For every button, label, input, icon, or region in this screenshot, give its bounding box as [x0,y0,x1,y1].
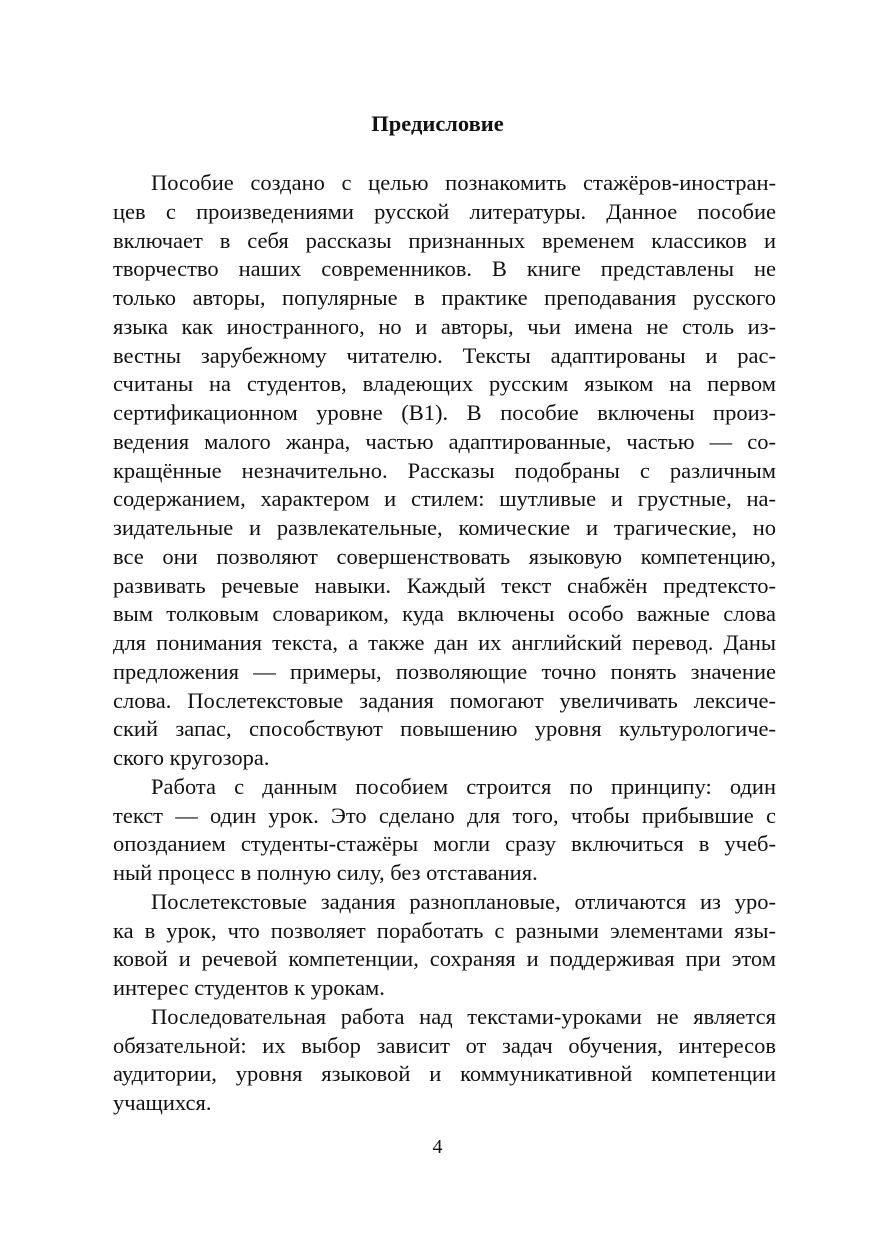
text-line: вестны зарубежному читателю. Тексты адаптированы и рас- [113,343,776,368]
text-line: Пособие создано с целью познакомить стажёров-иностран- [151,170,776,195]
page-title: Предисловие [371,111,504,136]
text-line: текст — один урок. Это сделано для того, чтобы прибывшие с [113,803,776,828]
text-line: обязательной: их выбор зависит от задач обучения, интересов [113,1033,776,1058]
text-line: считаны на студентов, владеющих русским языком на первом [113,371,776,396]
text-line: учащихся. [113,1090,212,1115]
text-line: ка в урок, что позволяет поработать с разными элементами язы- [113,918,776,943]
text-line: цев с произведениями русской литературы. Данное пособие [113,199,776,224]
text-line: вым толковым словариком, куда включены особо важные слова [113,601,776,626]
text-line: ского кругозора. [113,745,270,770]
text-line: развивать речевые навыки. Каждый текст снабжён предтексто- [113,573,776,598]
text-line: интерес студентов к урокам. [113,975,385,1000]
page-number: 4 [432,1136,443,1158]
text-line: слова. Послетекстовые задания помогают увеличивать лексиче- [113,688,776,713]
text-line: языка как иностранного, но и авторы, чьи имена не столь из- [113,314,776,339]
text-line: только авторы, популярные в практике преподавания русского [113,285,776,310]
text-line: опозданием студенты-стажёры могли сразу включиться в учеб- [113,831,776,856]
text-line: ковой и речевой компетенции, сохраняя и поддерживая при этом [113,946,776,971]
text-line: Работа с данным пособием строится по принципу: один [151,774,776,799]
text-line: творчество наших современников. В книге представлены не [113,256,776,281]
text-line: кращённые незначительно. Рассказы подобраны с различным [113,458,776,483]
text-line: содержанием, характером и стилем: шутливые и грустные, на- [113,486,776,511]
text-line: аудитории, уровня языковой и коммуникативной компетенции [113,1061,776,1086]
text-line: ведения малого жанра, частью адаптированные, частью — со- [113,429,776,454]
text-line: зидательные и развлекательные, комические и трагические, но [113,515,776,540]
text-line: Послетекстовые задания разноплановые, отличаются из уро- [151,889,776,914]
text-line: Последовательная работа над текстами-уроками не является [151,1004,776,1029]
text-line: ский запас, способствуют повышению уровня культурологиче- [113,716,776,741]
text-line: сертификационном уровне (В1). В пособие включены произ- [113,400,776,425]
text-line: ный процесс в полную силу, без отставания. [113,860,538,885]
text-line: включает в себя рассказы признанных временем классиков и [113,228,776,253]
text-line: предложения — примеры, позволяющие точно понять значение [113,659,776,684]
text-line: для понимания текста, а также дан их английский перевод. Даны [113,630,776,655]
text-line: все они позволяют совершенствовать языковую компетенцию, [113,544,776,569]
